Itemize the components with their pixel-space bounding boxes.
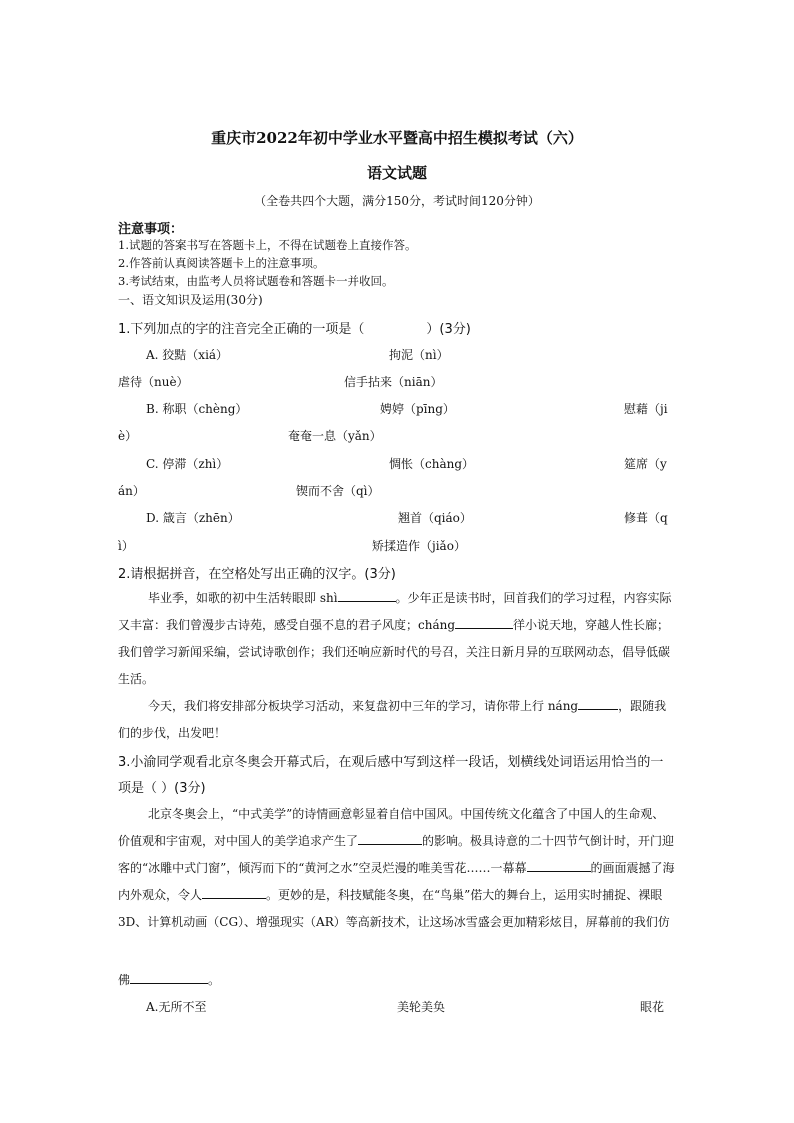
q1-option-c-word-3-end: án） bbox=[118, 484, 145, 498]
q1-option-b-word-4: 奄奄一息（yǎn） bbox=[288, 429, 382, 443]
q1-stem-start: 1.下列加点的字的注音完全正确的一项是（ bbox=[118, 322, 365, 337]
notice-item-1: 1.试题的答案书写在答题卡上，不得在试题卷上直接作答。 bbox=[118, 238, 417, 252]
exam-title: 重庆市2022年初中学业水平暨高中招生模拟考试（六） bbox=[211, 129, 583, 147]
q1-option-c-word-4: 锲而不舍（qì） bbox=[296, 484, 380, 498]
q1-option-c-word-3: 筵席（y bbox=[624, 457, 667, 471]
q2-passage-1-c: 徉小说天地，穿越人性长廊；我们曾学习新闻采编，尝试诗歌创作；我们还响应新时代的号召，关注日新月异的互联网动态，倡导低碳生活。 bbox=[118, 618, 671, 686]
q3-passage-a: 北京冬奥会上，“中式美学”的诗情画意彰显着自信中国风。中国传统文化蕴含了中国人的生命观、价值观和宇宙观，对中国人的美学追求产生了 bbox=[118, 807, 665, 848]
q1-option-b-word-2: 娉婷（pīng） bbox=[380, 402, 455, 416]
q1-option-a-word-3: 虐待（nuè） bbox=[118, 375, 189, 389]
q3-passage-f: 。 bbox=[208, 973, 221, 987]
q3-option-a: A.无所不至 bbox=[146, 1000, 207, 1014]
q1-option-c: C. 停滞（zhì） bbox=[146, 457, 229, 471]
q1-option-b-word-3: 慰藉（ji bbox=[624, 402, 668, 416]
q1-option-d-word-4: 矫揉造作（jiǎo） bbox=[372, 539, 466, 553]
q1-option-d: D. 箴言（zhēn） bbox=[146, 511, 240, 525]
q3-blank-1[interactable] bbox=[358, 832, 422, 845]
q1-option-a-word-4: 信手拈来（niān） bbox=[344, 375, 443, 389]
q3-option-a-word-2: 美轮美奂 bbox=[397, 1000, 446, 1014]
q3-passage-end bbox=[118, 971, 220, 988]
q3-stem: 3.小渝同学观看北京冬奥会开幕式后，在观后感中写到这样一段话，划横线处词语运用恰当的一项是（ ）(3分) bbox=[118, 755, 664, 796]
q1-option-d-word-2: 翘首（qiáo） bbox=[398, 511, 472, 525]
q2-stem: 2.请根据拼音，在空格处写出正确的汉字。(3分) bbox=[118, 567, 396, 582]
exam-note: （全卷共四个大题，满分150分，考试时间120分钟） bbox=[254, 194, 540, 208]
q1-option-d-word-3-end: ì） bbox=[118, 539, 134, 553]
q2-passage-1-a: 毕业季，如歌的初中生活转眼即 shì bbox=[148, 591, 338, 605]
notice-item-3: 3.考试结束，由监考人员将试题卷和答题卡一并收回。 bbox=[118, 274, 394, 288]
q2-passage-1-b: 。少年正是读书时，回首我们的学习过程，内容实际又丰富：我们曾漫步古诗苑，感受自强不息的君子风度；cháng bbox=[118, 591, 672, 632]
q2-blank-2[interactable] bbox=[455, 616, 513, 629]
q1-option-b: B. 称职（chèng） bbox=[146, 402, 248, 416]
q1-option-a-word-2: 拘泥（nì） bbox=[389, 348, 449, 362]
q1-stem-end: ）(3分) bbox=[426, 322, 471, 337]
q3-passage bbox=[118, 801, 676, 936]
q2-blank-1[interactable] bbox=[338, 589, 396, 602]
q1-option-a: A. 狡黠（xiá） bbox=[146, 348, 229, 362]
q3-passage-c: 的画面震撼了海内外观众，令人 bbox=[118, 861, 675, 902]
exam-subtitle: 语文试题 bbox=[366, 164, 427, 182]
q2-passage-2-c: ，跟随我们的步伐，出发吧！ bbox=[118, 699, 667, 740]
q3-passage-d: 。更妙的是，科技赋能冬奥，在“鸟巢”偌大的舞台上，运用实时捕捉、裸眼3D、计算机动画（CG）、增强现实（AR）等高新技术，让这场冰雪盛会更加精彩炫目，屏幕前的我们仿 bbox=[118, 888, 670, 929]
q2-passage-2-b: ng bbox=[562, 699, 579, 713]
q2-passage-1 bbox=[118, 585, 676, 693]
q1-option-b-word-3-end: è） bbox=[118, 429, 138, 443]
q3-blank-4[interactable] bbox=[130, 971, 208, 984]
notice-item-2: 2.作答前认真阅读答题卡上的注意事项。 bbox=[118, 256, 325, 270]
q3-blank-3[interactable] bbox=[202, 886, 266, 899]
q2-passage-2 bbox=[118, 693, 676, 747]
q1-option-d-word-3: 修葺（q bbox=[624, 511, 668, 525]
q3-blank-2[interactable] bbox=[527, 859, 591, 872]
notice-heading: 注意事项： bbox=[118, 222, 184, 237]
q2-blank-3[interactable] bbox=[578, 697, 618, 710]
q3-passage-e: 佛 bbox=[118, 973, 131, 987]
q1-stem bbox=[118, 318, 471, 337]
q1-option-c-word-2: 惆怅（chàng） bbox=[389, 457, 475, 471]
q3-passage-b: 的影响。极具诗意的二十四节气倒计时，开门迎客的“冰雕中式门窗”，倾泻而下的“黄河之水”空灵烂漫的唯美雪花……一幕幕 bbox=[118, 834, 675, 875]
q3-option-a-word-3: 眼花 bbox=[640, 1000, 665, 1014]
q2-passage-2-a: 今天，我们将安排部分板块学习活动，来复盘初中三年的学习，请你带上行 ná bbox=[148, 699, 563, 713]
section-heading: 一、语文知识及运用(30分) bbox=[118, 293, 263, 307]
